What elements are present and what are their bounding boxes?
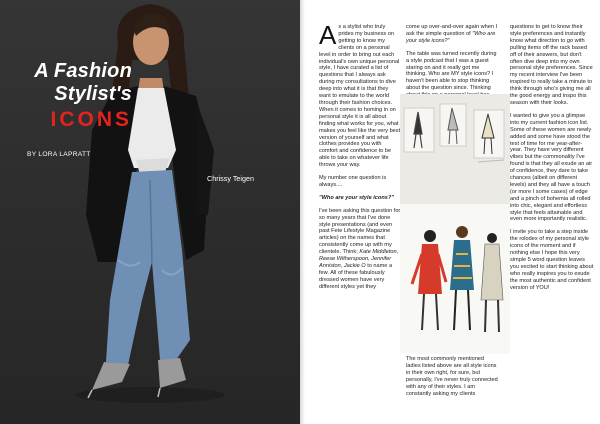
article-column-3	[510, 24, 594, 298]
headline	[22, 60, 132, 133]
column-1-paragraph-3	[319, 208, 401, 291]
col2-question-italic: "Who are your style icons?"	[406, 30, 496, 44]
column-3-paragraph-1: questions to get to know their style preferences and instantly know what direction to go with pulling items off the rack based off of their answers, but don't often dive deep into my own personal style preferences. Since my recent interview I've been inspired to really take a minute to think through who's giving me all the good energy and inspo this season with their looks.	[510, 24, 593, 106]
intro-text: s a stylist who truly prides my business on getting to know my clients on a personal level in order to bring out each individual's own unique personal style, I have curated a list of questions that I always ask during my consultations to dive deep into what it is that they want to emulate to the world through their fashion choices. When it comes to homing in on personal style it is all about finding what works for you, what makes you feel like the very best version of yourself and what clothes provides you with comfort and confidence to be able to take on whatever life throws your way.	[319, 24, 401, 169]
article-intro-paragraph	[319, 20, 401, 169]
fashion-sketch-image	[400, 94, 510, 354]
article-column-2-bottom: The most commonly mentioned ladies listed above are all style icons in their own right, for sure, but personally, I've never truly connected with any of their styles. I am constantly asking my clients	[406, 356, 498, 397]
column-2-paragraph-1	[406, 24, 498, 45]
headline-line-2: Stylist's	[54, 83, 132, 105]
question-lead: My number one question is always....	[319, 175, 387, 188]
headline-icons-word: ICONS	[50, 108, 132, 131]
byline: BY LORA LAPRATT	[27, 151, 91, 158]
drop-cap: A	[319, 20, 337, 50]
photo-caption: Chrissy Teigen	[207, 174, 255, 183]
page-fold	[300, 0, 305, 424]
fashion-illustration	[400, 94, 510, 354]
column-3-paragraph-2: I wanted to give you a glimpse into my current fashion icon list. Some of these women are newly added and some have stood the test of time for me year-after-year. They have very different vibes but the commonality I've found is that they all exude an air of confidence, they dare to take chances (albeit on different levels) and they all have a touch (or more I some cases) of edge and a pinch of bohemia all rolled into chic, elegant and effortless style that feels attainable and even more importantly realistic.	[510, 112, 593, 223]
article-column-1	[319, 20, 401, 297]
headline-line-1: A Fashion	[34, 60, 132, 82]
para3-tail: to name a few. All of these fabulously dressed women have very different styles yet they	[319, 263, 393, 290]
style-icons-question: "Who are your style icons?"	[319, 194, 394, 201]
column-2-paragraph-2: The table was turned recently during a style podcast that I was a guest staring on and it really got me thinking. Who are MY style icons? I haven't been able to stop thinking about the question since. Thinking	[406, 50, 497, 92]
icon-names-italic: Kate Middleton, Reese Witherspoon, Jennifer Anniston, Jackie O	[319, 249, 399, 269]
col2-para1-text: come up over-and-over again when I ask the simple question of	[406, 24, 498, 37]
column-3-paragraph-3: I invite you to take a step inside the rolodex of my personal style icons of the moment and if nothing else I hope this very simple 5 word question leaves you excited to start thinking about who really inspires you to exude the most authentic and confident version of YOU!	[510, 229, 594, 291]
para3-text: I've been asking this question for so many years that I've done style presentations (and even past Fete Lifestyle Magazine articles) on the names that consistently come up with my clientele. Think;	[319, 207, 401, 256]
